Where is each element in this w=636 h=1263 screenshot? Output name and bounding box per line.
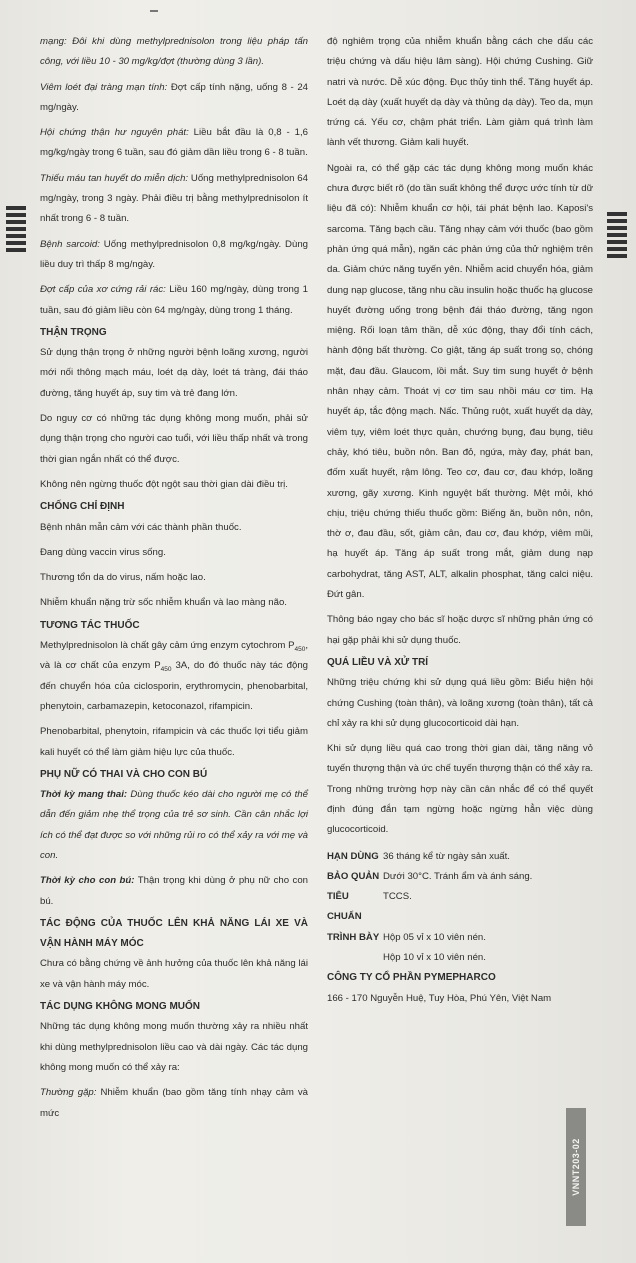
spec-list	[327, 847, 593, 969]
side-effects-text-1: Những tác dụng không mong muốn thường xảy ra nhiều nhất khi dùng methylprednisolon liều cao và dài ngày. Các tác dụng không mong muốn có thể xảy ra:	[40, 1021, 308, 1073]
document-code-tab	[566, 1108, 586, 1226]
spec-key: BẢO QUẢN	[327, 870, 380, 882]
spec-value: 36 tháng kể từ ngày sản xuất.	[383, 850, 510, 862]
side-effects-other: Ngoài ra, có thể gặp các tác dụng không mong muốn khác chưa được biết rõ (do tần suất không thể được ước tính từ dữ liệu đã có): Nhiễm khuẩn cơ hội, tái phát bệnh lao. Kaposi's sarcoma. Tăng bạch cầu. Tăng nhạy cảm với thuốc (bao gồm phản ứng quá mẫn), ngăn các phản ứng của thử nghiệm trên da. Giảm chức năng tuyến yên. Nhiễm acid chuyển hóa, giảm dung nạp glucose, tăng nhu cầu insulin hoặc thuốc hạ glucose huyết đường uống trong bệnh đái tháo đường, tăng ngon miệng. Rối loạn tâm thần, dễ xúc động, thay đổi tính cách, hành động bất thường. Co giật, tăng áp suất trong sọ, chóng mặt, đau đầu. Glaucom, lồi mắt. Suy tim sung huyết ở bệnh nhân nhạy cảm. Thoát vị cơ tim sau nhồi máu cơ tim. Hạ huyết áp, tắc động mạch. Nấc. Thủng ruột, xuất huyết dạ dày, viêm tụy, viêm loét thực quản, chướng bụng, đau bụng, tiêu chảy, khó tiêu, buồn nôn. Ban đỏ, ngứa, mày đay, phát ban, đốm xuất huyết, rậm lông. Teo cơ, đau cơ, đau khớp, loãng xương, gãy xương. Kinh nguyệt bất thường. Mệt mỏi, khó chịu, triệu chứng thiếu thuốc gồm: Biếng ăn, buồn nôn, nôn, thờ ơ, đau đầu, sốt, giảm cân, đau cơ, đau khớp, viêm mũi, hạ huyết áp. Tăng áp suất trong mắt, giảm dung nạp carbohydrat, tăng AST, ALT, alkalin phosphat, tăng calci niệu. Đứt gân.	[327, 162, 593, 601]
precautions-text-2: Do nguy cơ có những tác dụng không mong muốn, phải sử dụng thận trọng cho người cao tuổi, với liều thấp nhất và trong thời gian ngắn nhất có thể được.	[40, 413, 308, 465]
heading-pregnancy: PHỤ NỮ CÓ THAI VÀ CHO CON BÚ	[40, 768, 208, 780]
spec-key: HẠN DÙNG	[327, 850, 379, 862]
overdose-text-2: Khi sử dụng liều quá cao trong thời gian dài, tăng năng vỏ tuyến thượng thận và ức chế tuyến thượng thận có thể xảy ra. Trong những trường hợp này cần cân nhắc để có thể quyết định đúng đắn tạm ngừng hoặc ngừng hẳn việc dùng glucocorticoid.	[327, 743, 593, 836]
dosage-hemolytic-anemia: Thiếu máu tan huyết do miễn dịch: Uống methylprednisolon 64 mg/ngày, trong 3 ngày. Phải điều trị bằng methylprednisolon ít nhất trong 6 - 8 tuần.	[40, 172, 308, 225]
dosage-label: Thiếu máu tan huyết do miễn dịch:	[40, 172, 189, 184]
dosage-label: Viêm loét đại tràng mạn tính:	[40, 81, 168, 93]
lactation-label: Thời kỳ cho con bú:	[40, 875, 135, 887]
left-bar-mark-icon	[6, 206, 26, 260]
side-effects-common: Thường gặp: Nhiễm khuẩn (bao gồm tăng tính nhạy cảm và mức	[40, 1087, 308, 1119]
heading-precautions: THẬN TRỌNG	[40, 326, 107, 338]
contraindication-item: Bệnh nhân mẫn cảm với các thành phần thuốc.	[40, 521, 242, 533]
spec-row	[327, 948, 593, 968]
document-code: VNNT203-02	[571, 1138, 581, 1196]
spec-value: TCCS.	[383, 891, 412, 903]
dosage-label: Bệnh sarcoid:	[40, 238, 100, 250]
company-name: CÔNG TY CỔ PHẦN PYMEPHARCO	[327, 972, 496, 984]
spec-row	[327, 867, 593, 887]
heading-interactions: TƯƠNG TÁC THUỐC	[40, 619, 140, 631]
right-column	[327, 32, 593, 1009]
side-effects-continued: độ nghiêm trọng của nhiễm khuẩn bằng cách che dấu các triệu chứng và dấu hiệu lâm sàng). Hội chứng Cushing. Giữ natri và nước. Dễ xúc động. Đục thủy tinh thể. Tăng huyết áp. Loét dạ dày (xuất huyết dạ dày và thủng dạ dày). Teo da, mụn trứng cá. Yếu cơ, chậm phát triển. Làm giảm quá trình làm lành vết thương. Giảm kali huyết.	[327, 36, 593, 149]
interactions-text-2: Phenobarbital, phenytoin, rifampicin và các thuốc lợi tiểu giảm kali huyết có thể làm giảm hiệu lực của thuốc.	[40, 726, 308, 758]
spec-row	[327, 847, 593, 867]
driving-text: Chưa có bằng chứng về ảnh hưởng của thuốc lên khả năng lái xe và vận hành máy móc.	[40, 958, 308, 990]
spec-value: Dưới 30°C. Tránh ẩm và ánh sáng.	[383, 870, 533, 882]
right-bar-mark-icon	[607, 212, 627, 266]
spec-key: TRÌNH BÀY	[327, 931, 380, 943]
heading-side-effects: TÁC DỤNG KHÔNG MONG MUỐN	[40, 1001, 200, 1013]
left-column	[40, 32, 308, 1124]
heading-overdose: QUÁ LIỀU VÀ XỬ TRÍ	[327, 656, 429, 668]
heading-contraindications: CHỐNG CHỈ ĐỊNH	[40, 501, 125, 513]
spec-value: Hộp 10 vỉ x 10 viên nén.	[383, 952, 486, 964]
top-mark	[150, 10, 158, 12]
contraindication-item: Đang dùng vaccin virus sống.	[40, 546, 166, 558]
contraindication-item: Nhiễm khuẩn nặng trừ sốc nhiễm khuẩn và lao màng não.	[40, 597, 287, 609]
precautions-text-3: Không nên ngừng thuốc đột ngột sau thời gian dài điều trị.	[40, 478, 288, 490]
contraindication-item: Thương tổn da do virus, nấm hoặc lao.	[40, 572, 206, 584]
dosage-multiple-sclerosis: Đợt cấp của xơ cứng rải rác: Liều 160 mg/ngày, dùng trong 1 tuần, sau đó giảm liều còn 64 mg/ngày, dùng trong 1 tháng.	[40, 284, 308, 316]
report-notice: Thông báo ngay cho bác sĩ hoặc dược sĩ những phản ứng có hại gặp phải khi sử dụng thuốc.	[327, 614, 593, 646]
spec-value: Hộp 05 vỉ x 10 viên nén.	[383, 931, 486, 943]
dosage-pulse-text: mạng: Đôi khi dùng methylprednisolon trong liệu pháp tấn công, với liều 10 - 30 mg/kg/đợt (thường dùng 3 lần).	[40, 36, 308, 68]
pregnancy-text: Thời kỳ mang thai: Dùng thuốc kéo dài cho người mẹ có thể dẫn đến giảm nhẹ thể trọng của trẻ sơ sinh. Cần cân nhắc lợi ích có thể đạt được so với những rủi ro có thể xảy ra với mẹ và con.	[40, 789, 308, 861]
common-label: Thường gặp:	[40, 1087, 97, 1099]
lactation-text: Thời kỳ cho con bú: Thận trọng khi dùng ở phụ nữ cho con bú.	[40, 875, 308, 907]
dosage-nephrotic: Hội chứng thận hư nguyên phát: Liều bắt đầu là 0,8 - 1,6 mg/kg/ngày trong 6 tuần, sau đó giảm dần liều trong 6 - 8 tuần.	[40, 127, 308, 159]
spec-key	[327, 948, 383, 968]
pregnancy-label: Thời kỳ mang thai:	[40, 789, 128, 801]
dosage-label: Đợt cấp của xơ cứng rải rác:	[40, 284, 166, 296]
spec-row	[327, 887, 593, 928]
company-address: 166 - 170 Nguyễn Huệ, Tuy Hòa, Phú Yên, Việt Nam	[327, 992, 552, 1004]
heading-driving: TÁC ĐỘNG CỦA THUỐC LÊN KHẢ NĂNG LÁI XE VÀ VẬN HÀNH MÁY MÓC	[40, 917, 308, 950]
spec-row	[327, 928, 593, 948]
dosage-sarcoid: Bệnh sarcoid: Uống methylprednisolon 0,8 mg/kg/ngày. Dùng liều duy trì thấp 8 mg/ngày.	[40, 238, 308, 270]
overdose-text-1: Những triệu chứng khi sử dụng quá liều gồm: Biểu hiện hội chứng Cushing (toàn thân), và loãng xương (toàn thân), tất cả chỉ xảy ra khi sử dụng glucocorticoid dài hạn.	[327, 677, 593, 729]
interactions-text-1: Methylprednisolon là chất gây cảm ứng enzym cytochrom $P_{450}$, và là cơ chất của enzym $P_{450}$ 3A, do đó thuốc này tác động đến chuyển hóa của ciclosporin, erythromycin, phenobarbital, phenytoin, carbamazepin, ketoconazol, rifampicin.	[40, 640, 308, 712]
spec-key: TIÊU CHUẨN	[327, 891, 362, 923]
dosage-ulcerative-colitis: Viêm loét đại tràng mạn tính: Đợt cấp tính nặng, uống 8 - 24 mg/ngày.	[40, 81, 308, 113]
precautions-text-1: Sử dụng thận trọng ở những người bệnh loãng xương, người mới nối thông mạch máu, loét dạ dày, loét tá tràng, đái tháo đường, tăng huyết áp, suy tim và trẻ đang lớn.	[40, 347, 308, 399]
dosage-label: Hội chứng thận hư nguyên phát:	[40, 127, 189, 139]
